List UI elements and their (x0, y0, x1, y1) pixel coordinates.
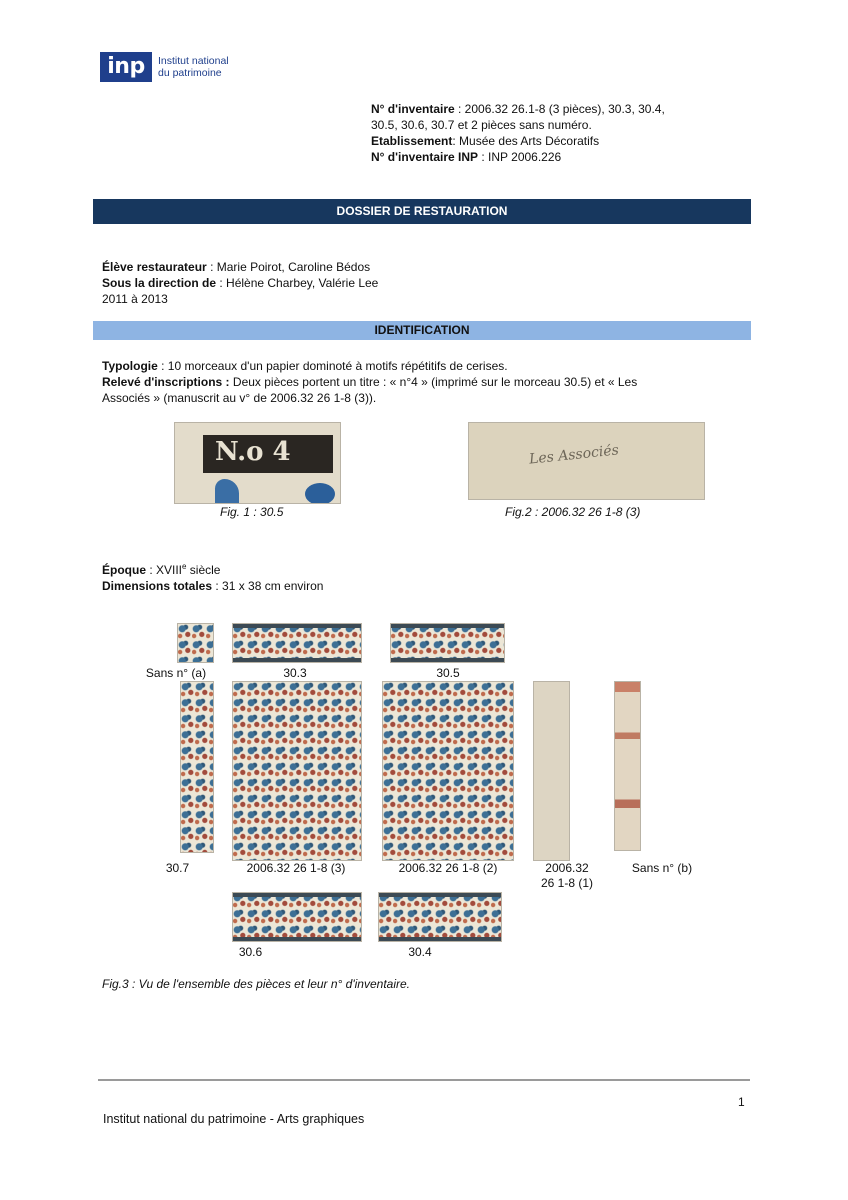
label-30-6: 30.6 (238, 945, 263, 959)
figure-1-motif-2 (305, 483, 335, 504)
dimensions-value: : 31 x 38 cm environ (212, 579, 324, 593)
logo-line-1: Institut national (158, 55, 229, 67)
releve-value: Deux pièces portent un titre : « n°4 » (imprimé sur le morceau 30.5) et « Les (229, 375, 638, 389)
etablissement-value: : Musée des Arts Décoratifs (452, 134, 600, 148)
piece-1-photo (533, 681, 570, 861)
piece-30-6-photo (232, 892, 362, 942)
label-30-4: 30.4 (408, 945, 432, 959)
inp-logo: inp (100, 52, 152, 82)
footer-divider (98, 1079, 750, 1081)
label-30-3: 30.3 (283, 666, 307, 680)
typologie-line (102, 358, 752, 374)
epoque-line (102, 559, 502, 578)
label-piece-2: 2006.32 26 1-8 (2) (398, 861, 498, 875)
epoque-block (102, 559, 502, 594)
figure-1-caption: Fig. 1 : 30.5 (220, 505, 284, 519)
epoque-superscript: e (182, 562, 187, 571)
epoque-value: : XVIII (146, 563, 183, 577)
direction-label: Sous la direction de (102, 276, 217, 290)
figure-1-photo (174, 422, 341, 504)
inventory-block (371, 101, 751, 165)
restorer-label: Élève restaurateur (102, 260, 207, 274)
piece-30-5-photo (390, 623, 505, 663)
section-header-identification: IDENTIFICATION (93, 321, 751, 340)
label-piece-3: 2006.32 26 1-8 (3) (246, 861, 346, 875)
restorer-value: : Marie Poirot, Caroline Bédos (206, 260, 371, 274)
label-piece-1-line-1: 2006.32 (545, 861, 589, 875)
inventory-value: : 2006.32 26.1-8 (3 pièces), 30.3, 30.4, (454, 102, 665, 116)
inp-inventory-line (371, 149, 751, 165)
page-number: 1 (738, 1095, 745, 1109)
restorer-line (102, 259, 742, 275)
years-line: 2011 à 2013 (102, 292, 168, 306)
inventory-line-1 (371, 101, 751, 117)
piece-sans-b-photo (614, 681, 641, 851)
epoque-suffix: siècle (186, 563, 221, 577)
releve-line (102, 374, 752, 390)
figure-1-print: N.o 4 (215, 437, 291, 467)
figure-1-motif (215, 479, 239, 503)
restorers-block (102, 259, 742, 307)
logo-line-2: du patrimoine (158, 67, 222, 79)
label-sans-a: Sans n° (a) (145, 666, 207, 680)
identification-text (102, 358, 752, 406)
label-piece-1 (522, 861, 612, 891)
etablissement-label: Etablissement (371, 134, 453, 148)
typologie-value: : 10 morceaux d'un papier dominoté à motifs répétitifs de cerises. (157, 359, 508, 373)
typologie-label: Typologie (102, 359, 158, 373)
releve-label: Relevé d'inscriptions : (102, 375, 230, 389)
inp-inventory-value: : INP 2006.226 (478, 150, 562, 164)
dimensions-label: Dimensions totales (102, 579, 213, 593)
inventory-line-2: 30.5, 30.6, 30.7 et 2 pièces sans numéro. (371, 118, 592, 132)
piece-2-photo (382, 681, 514, 861)
label-sans-b: Sans n° (b) (631, 861, 693, 875)
figure-2-photo (468, 422, 705, 500)
figure-2-caption: Fig.2 : 2006.32 26 1-8 (3) (505, 505, 641, 519)
piece-30-7-photo (180, 681, 214, 853)
figure-2-manuscript: Les Associés (528, 442, 620, 468)
piece-30-4-photo (378, 892, 502, 942)
label-30-5: 30.5 (436, 666, 460, 680)
label-30-7: 30.7 (165, 861, 190, 875)
inp-inventory-label: N° d'inventaire INP (371, 150, 479, 164)
piece-3-photo (232, 681, 362, 861)
direction-line (102, 275, 742, 291)
piece-30-3-photo (232, 623, 362, 663)
epoque-label: Époque (102, 563, 146, 577)
section-header-dossier: DOSSIER DE RESTAURATION (93, 199, 751, 224)
etablissement-line (371, 133, 751, 149)
logo-caption (158, 55, 229, 79)
piece-sans-a-photo (177, 623, 214, 663)
inventory-label: N° d'inventaire (371, 102, 455, 116)
footer-text: Institut national du patrimoine - Arts graphiques (103, 1112, 365, 1126)
direction-value: : Hélène Charbey, Valérie Lee (216, 276, 379, 290)
label-piece-1-line-2: 26 1-8 (1) (540, 876, 594, 890)
dimensions-line (102, 578, 502, 594)
figure-3-caption: Fig.3 : Vu de l'ensemble des pièces et leur n° d'inventaire. (102, 977, 411, 991)
releve-line-2: Associés » (manuscrit au v° de 2006.32 26 1-8 (3)). (102, 391, 377, 405)
